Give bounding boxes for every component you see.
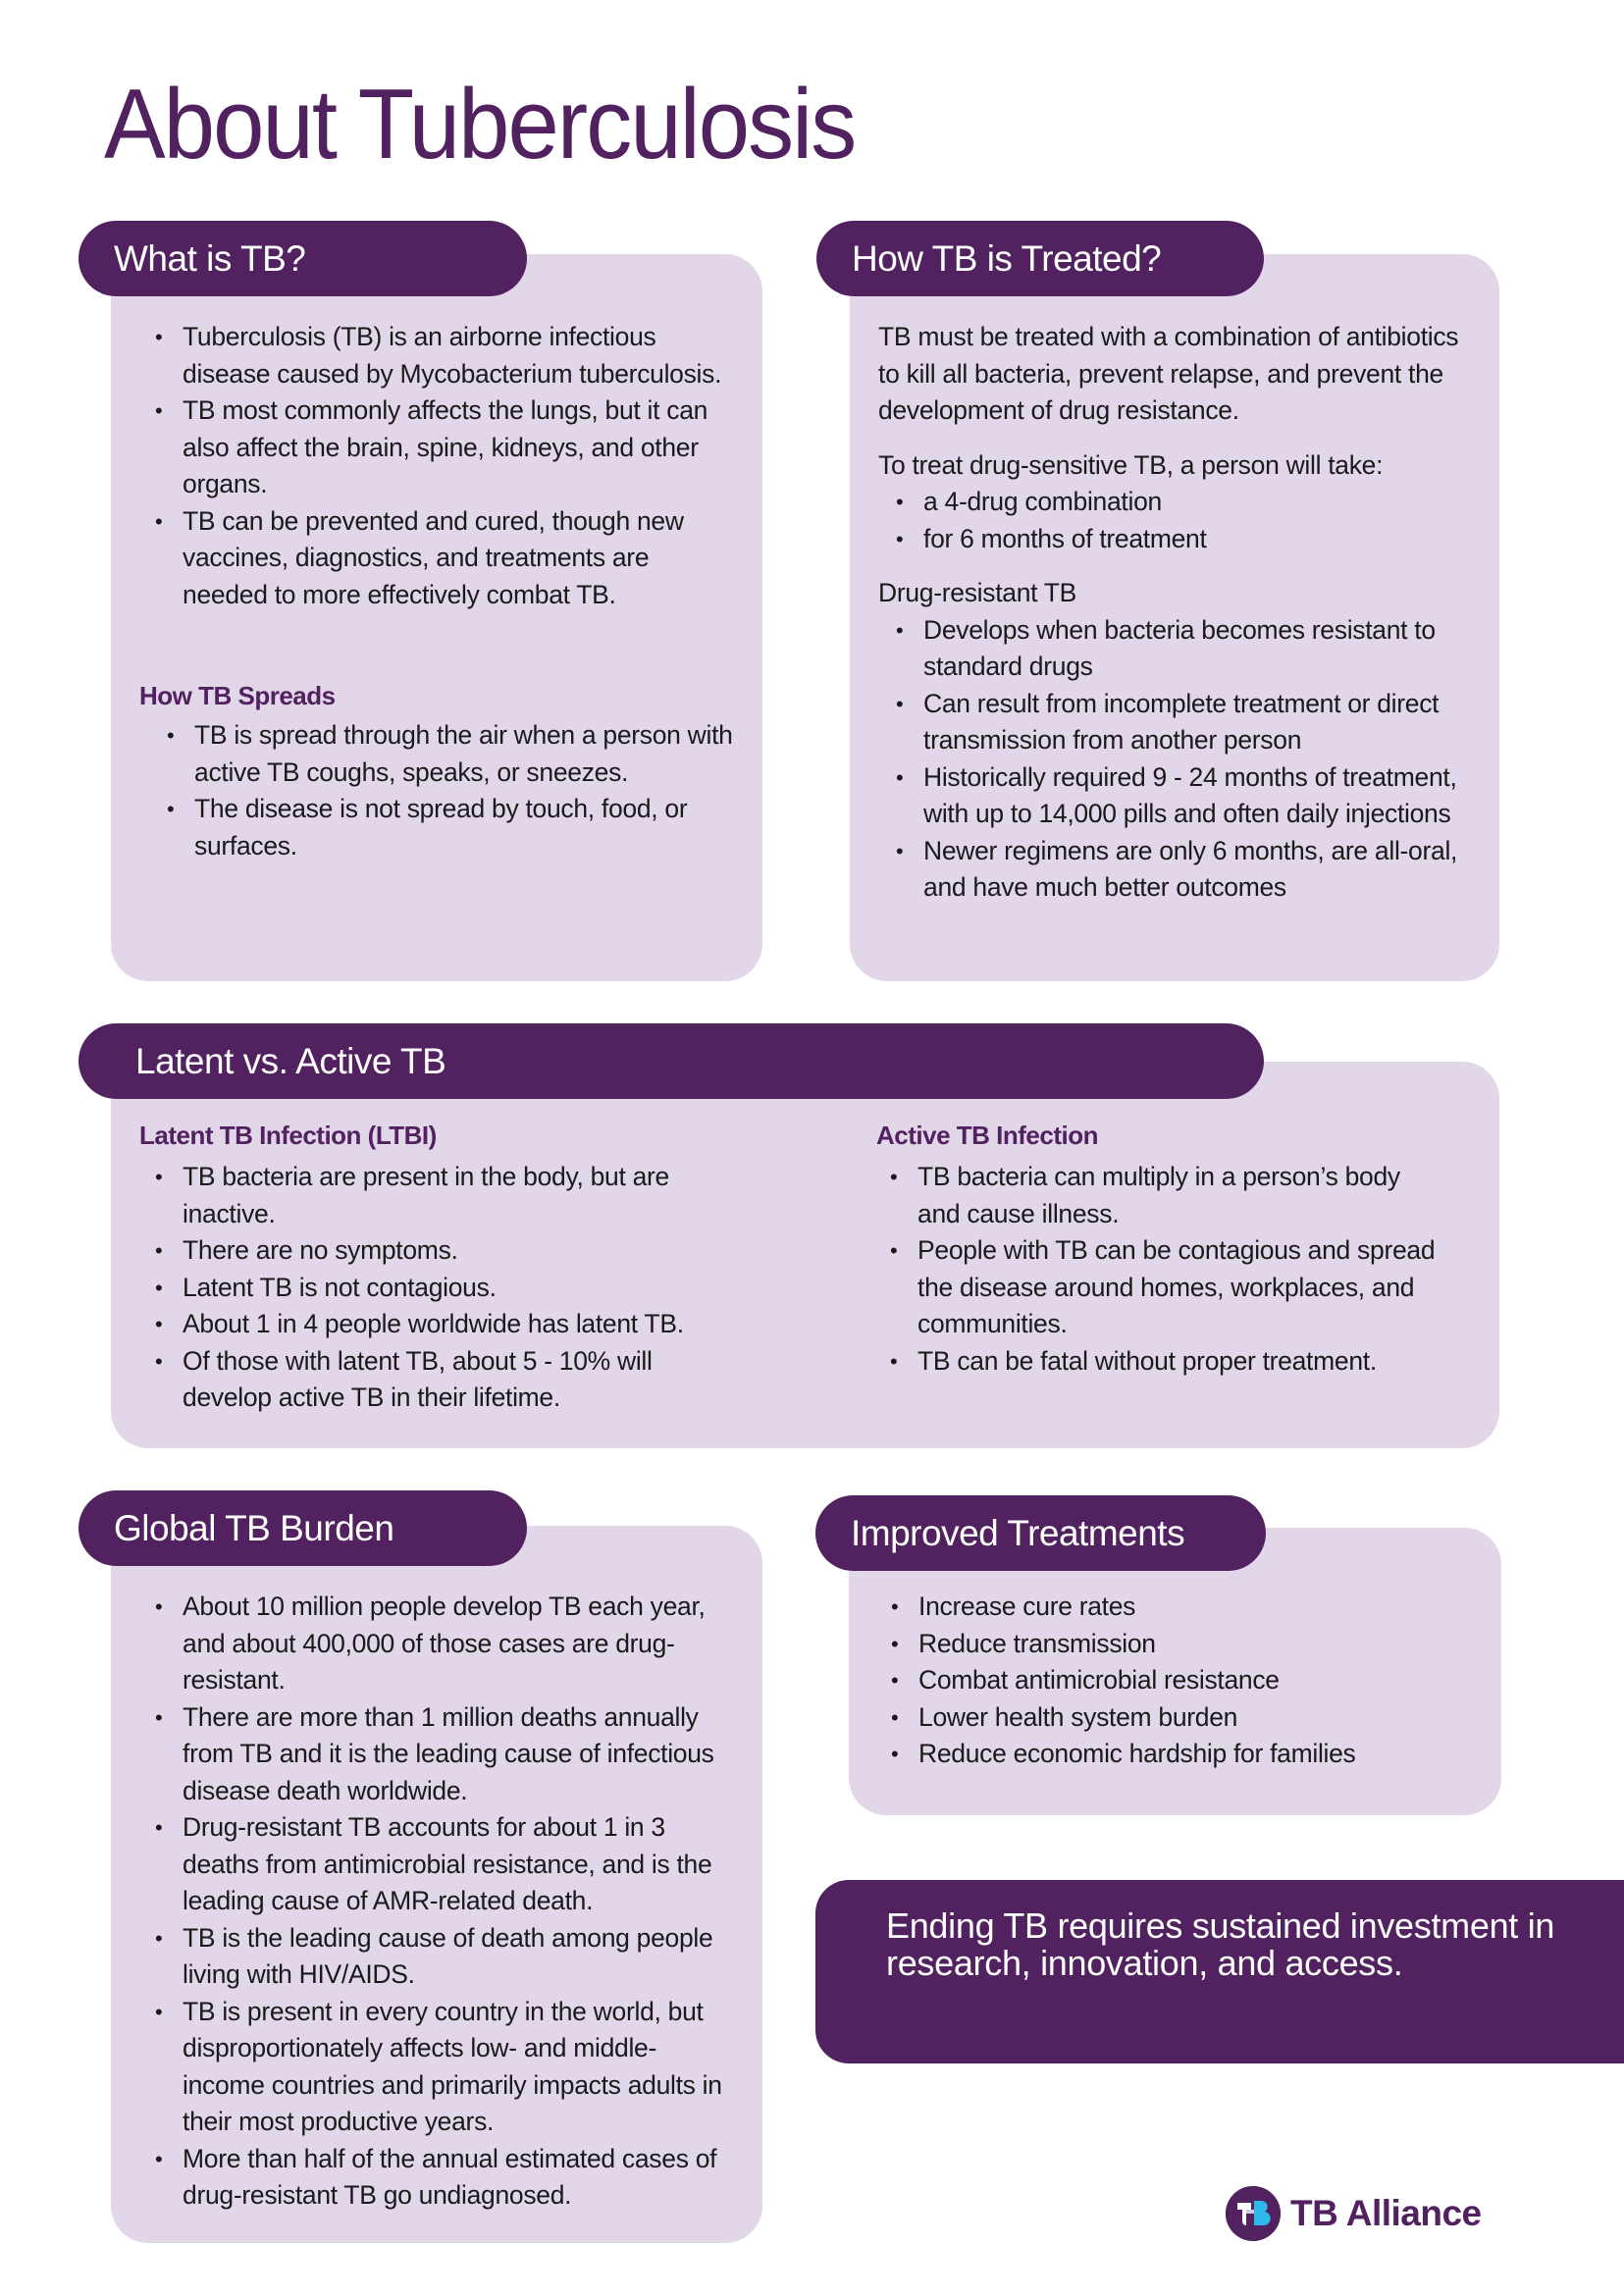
active-heading: Active TB Infection	[876, 1121, 1098, 1150]
list-item: • Combat antimicrobial resistance	[889, 1662, 1478, 1699]
list-item: • There are more than 1 million deaths annually from TB and it is the leading cause of infectious disease death worldwide.	[153, 1699, 732, 1810]
global-burden-list	[153, 1589, 732, 2215]
improved-treatments-heading: Improved Treatments	[815, 1495, 1266, 1571]
tb-alliance-logo	[1226, 2186, 1482, 2241]
how-treated-content	[878, 319, 1477, 907]
drug-resistant-lead: Drug-resistant TB	[878, 578, 1077, 607]
list-item: • About 10 million people develop TB each year, and about 400,000 of those cases are drug-resistant.	[153, 1589, 732, 1699]
treated-intro: TB must be treated with a combination of antibiotics to kill all bacteria, prevent relapse, and prevent the development of drug resistance.	[878, 322, 1459, 425]
latent-content	[153, 1159, 742, 1417]
list-item: • TB is spread through the air when a person with active TB coughs, speaks, or sneezes.	[165, 717, 734, 791]
list-item: • TB most commonly affects the lungs, but it can also affect the brain, spine, kidneys, and other organs.	[153, 392, 732, 503]
how-tb-spreads-heading: How TB Spreads	[139, 681, 336, 710]
drug-resistant-list	[894, 612, 1477, 907]
latent-list	[153, 1159, 742, 1417]
call-to-action-banner	[815, 1880, 1624, 2063]
drug-sensitive-list	[894, 484, 1477, 557]
active-list	[888, 1159, 1438, 1380]
global-burden-heading: Global TB Burden	[79, 1490, 527, 1566]
page-title: About Tuberculosis	[104, 70, 856, 180]
list-item: • Of those with latent TB, about 5 - 10% will develop active TB in their lifetime.	[153, 1343, 742, 1417]
list-item: • About 1 in 4 people worldwide has latent TB.	[153, 1306, 742, 1343]
list-item: • There are no symptoms.	[153, 1232, 742, 1270]
logo-text: TB Alliance	[1290, 2193, 1482, 2233]
tb-alliance-logo-icon	[1226, 2186, 1281, 2241]
logo-mark-glyph	[1226, 2186, 1281, 2241]
latent-heading: Latent TB Infection (LTBI)	[139, 1121, 437, 1150]
list-item: • Reduce economic hardship for families	[889, 1736, 1478, 1773]
list-item: • Develops when bacteria becomes resistant to standard drugs	[894, 612, 1477, 686]
list-item: • TB is the leading cause of death among people living with HIV/AIDS.	[153, 1920, 732, 1994]
improved-treatments-list	[889, 1589, 1478, 1773]
list-item: • Historically required 9 - 24 months of treatment, with up to 14,000 pills and often daily injections	[894, 759, 1477, 833]
latent-active-heading: Latent vs. Active TB	[79, 1023, 1264, 1099]
list-item: • Lower health system burden	[889, 1699, 1478, 1737]
list-item: • TB bacteria can multiply in a person’s body and cause illness.	[888, 1159, 1438, 1232]
what-is-tb-heading: What is TB?	[79, 221, 527, 296]
what-is-tb-list	[153, 319, 732, 613]
what-is-tb-content	[153, 319, 732, 613]
list-item: • Reduce transmission	[889, 1626, 1478, 1663]
list-item: • Can result from incomplete treatment or direct transmission from another person	[894, 686, 1477, 759]
list-item: • People with TB can be contagious and spread the disease around homes, workplaces, and communities.	[888, 1232, 1438, 1343]
list-item: • Latent TB is not contagious.	[153, 1270, 742, 1307]
list-item: • TB can be prevented and cured, though new vaccines, diagnostics, and treatments are needed to more effectively combat TB.	[153, 503, 732, 614]
list-item: • The disease is not spread by touch, food, or surfaces.	[165, 791, 734, 864]
banner-text: Ending TB requires sustained investment in research, innovation, and access.	[886, 1905, 1555, 1983]
list-item: • Newer regimens are only 6 months, are all-oral, and have much better outcomes	[894, 833, 1477, 907]
improved-treatments-content	[889, 1589, 1478, 1773]
active-content	[888, 1159, 1438, 1380]
global-burden-content	[153, 1589, 732, 2215]
how-tb-spreads-content	[165, 717, 734, 864]
list-item: • TB is present in every country in the world, but disproportionately affects low- and middle-income countries and primarily impacts adults in their most productive years.	[153, 1994, 732, 2141]
list-item: • TB bacteria are present in the body, but are inactive.	[153, 1159, 742, 1232]
how-tb-spreads-list	[165, 717, 734, 864]
drug-sensitive-lead: To treat drug-sensitive TB, a person will take:	[878, 449, 1384, 480]
list-item: • Drug-resistant TB accounts for about 1 in 3 deaths from antimicrobial resistance, and is the leading cause of AMR-related death.	[153, 1809, 732, 1920]
list-item: • Tuberculosis (TB) is an airborne infectious disease caused by Mycobacterium tuberculosis.	[153, 319, 732, 392]
list-item: • TB can be fatal without proper treatment.	[888, 1343, 1438, 1381]
list-item: • for 6 months of treatment	[894, 521, 1477, 558]
list-item: • a 4-drug combination	[894, 484, 1477, 521]
how-treated-heading: How TB is Treated?	[816, 221, 1264, 296]
list-item: • More than half of the annual estimated cases of drug-resistant TB go undiagnosed.	[153, 2141, 732, 2215]
list-item: • Increase cure rates	[889, 1589, 1478, 1626]
